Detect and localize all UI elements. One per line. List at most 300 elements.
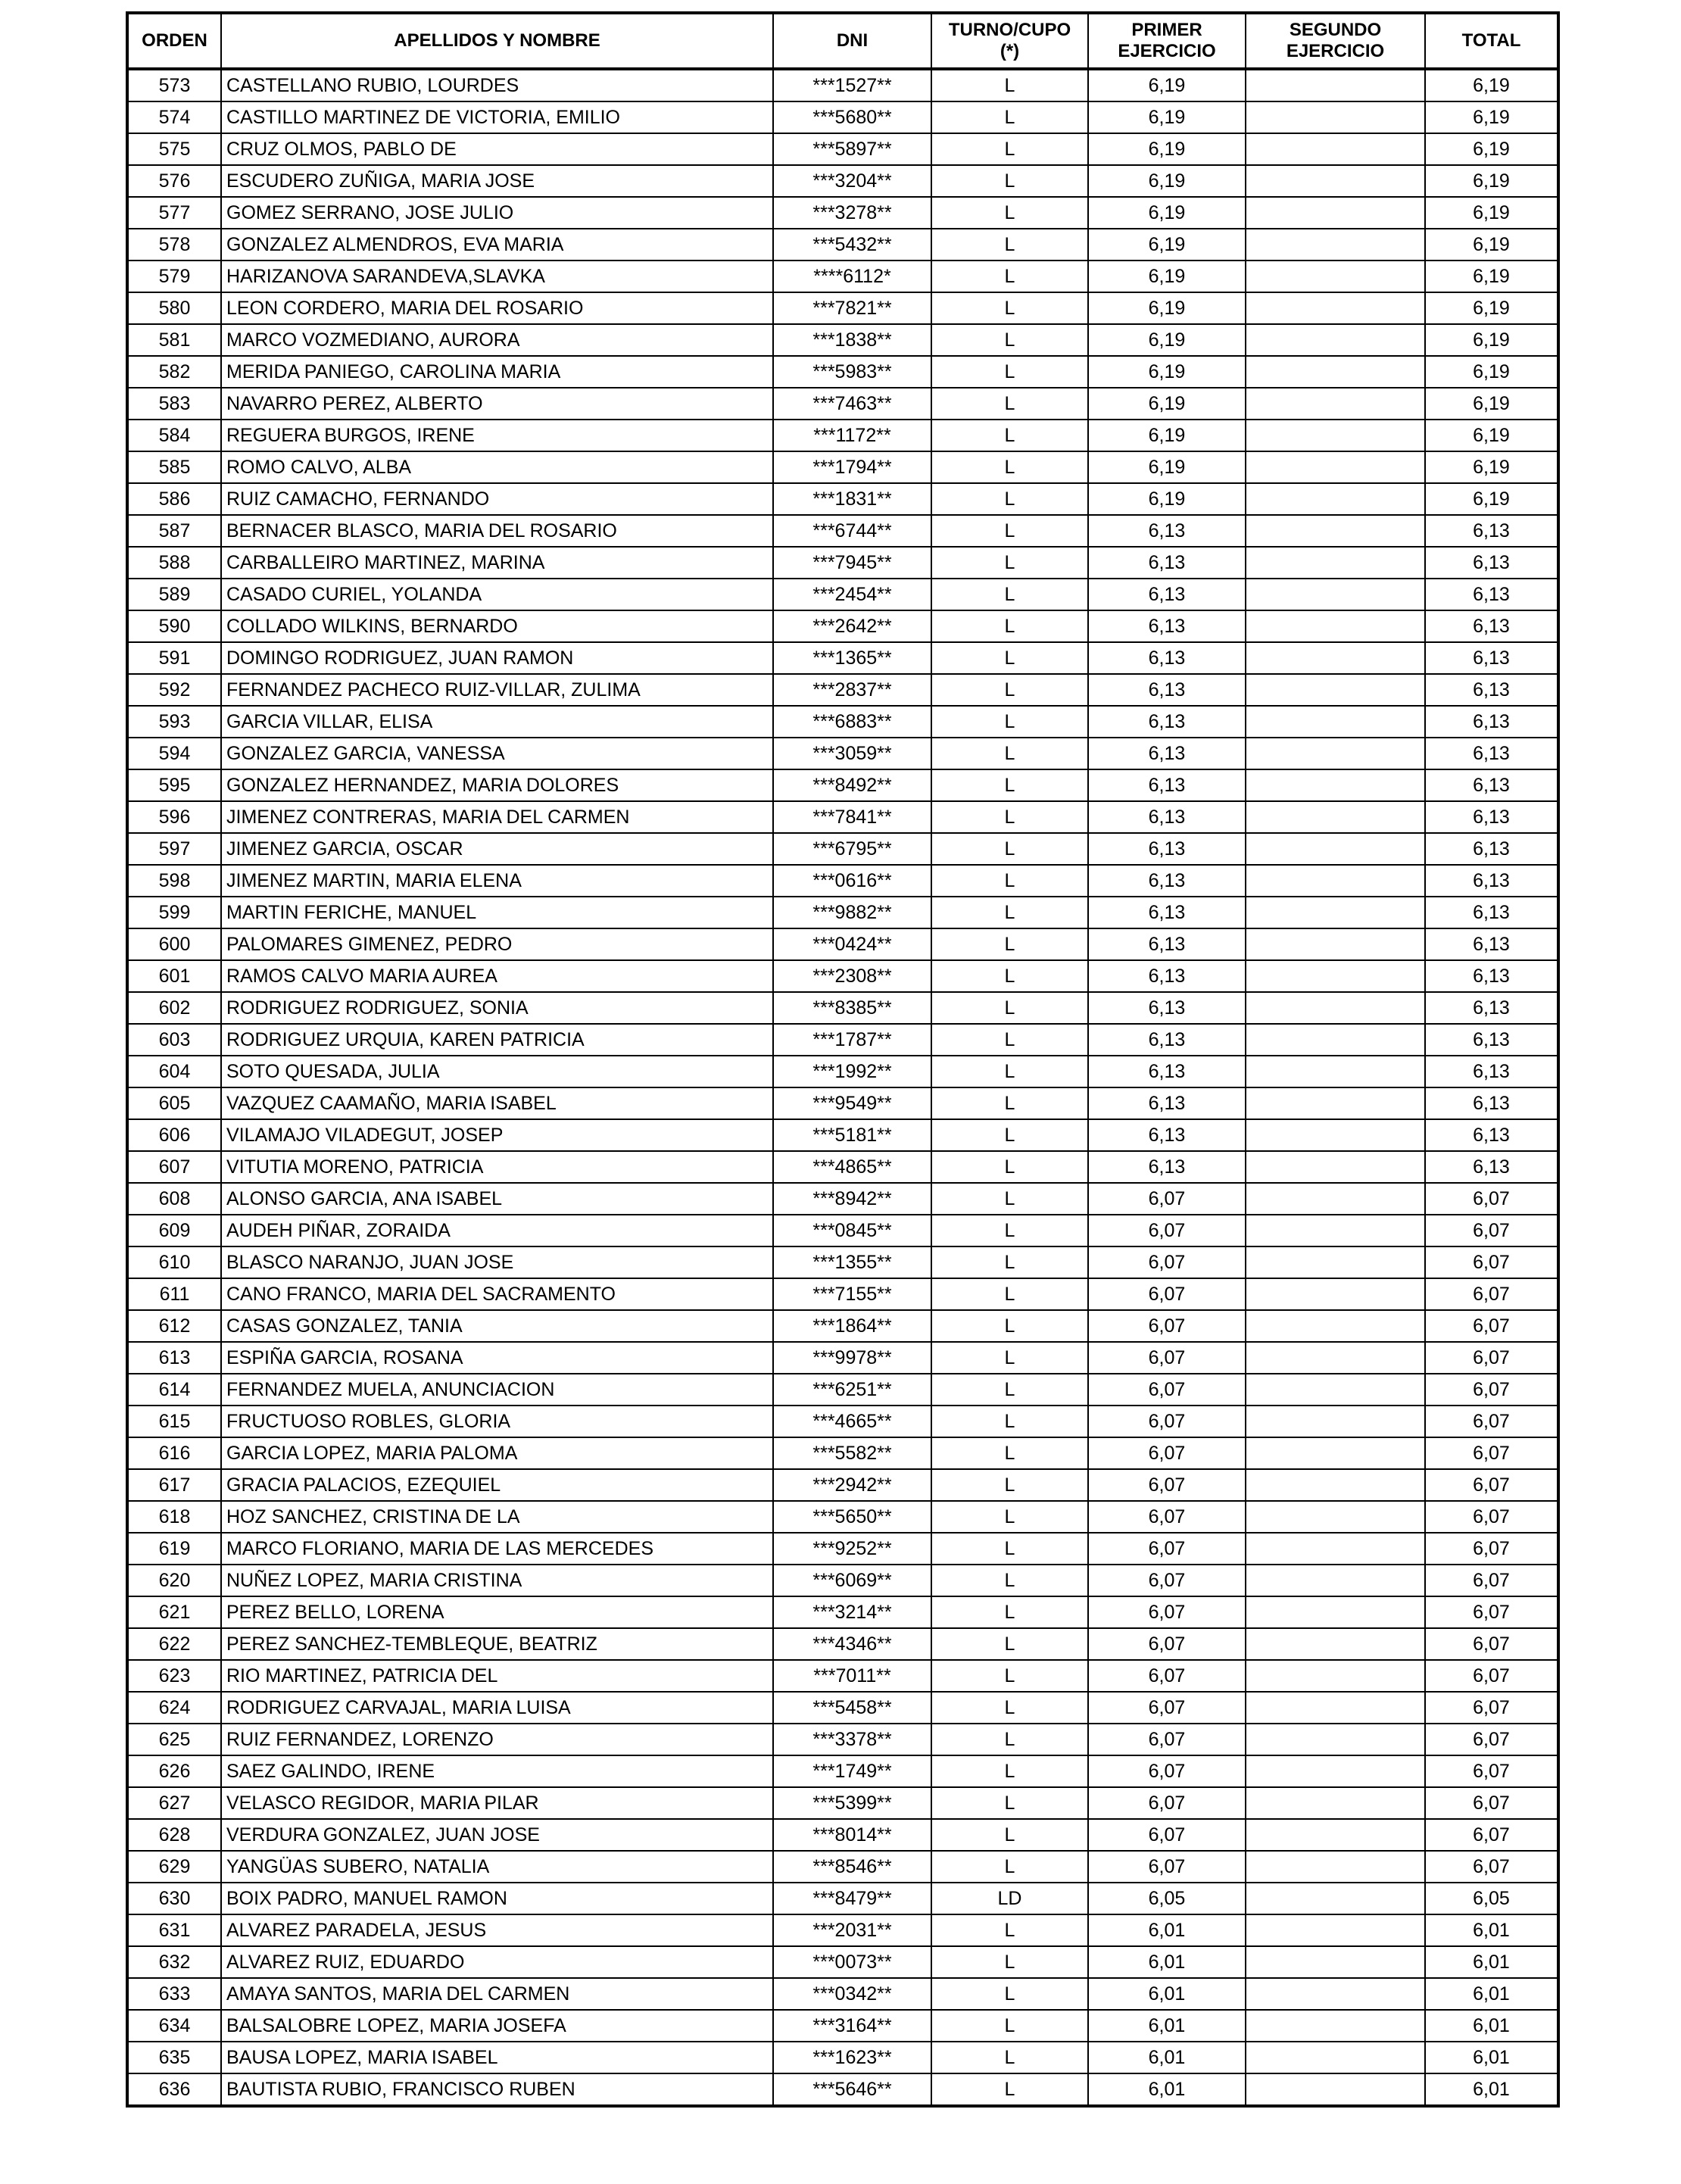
cell-nombre: ROMO CALVO, ALBA: [221, 451, 773, 483]
cell-total: 6,13: [1425, 928, 1558, 960]
cell-nombre: MARCO FLORIANO, MARIA DE LAS MERCEDES: [221, 1533, 773, 1565]
table-row: [127, 642, 1558, 674]
cell-segundo-ejercicio: [1246, 101, 1425, 133]
cell-orden: 614: [127, 1374, 221, 1406]
cell-total: 6,19: [1425, 483, 1558, 515]
cell-total: 6,19: [1425, 133, 1558, 165]
cell-dni: ***3378**: [773, 1724, 931, 1755]
cell-segundo-ejercicio: [1246, 610, 1425, 642]
cell-orden: 630: [127, 1883, 221, 1914]
cell-dni: ***0616**: [773, 865, 931, 897]
table-row: [127, 165, 1558, 197]
cell-orden: 615: [127, 1406, 221, 1437]
cell-primer-ejercicio: 6,07: [1088, 1692, 1246, 1724]
cell-segundo-ejercicio: [1246, 2073, 1425, 2106]
cell-dni: ***5432**: [773, 229, 931, 261]
table-row: [127, 1437, 1558, 1469]
cell-primer-ejercicio: 6,07: [1088, 1215, 1246, 1246]
cell-nombre: FERNANDEZ PACHECO RUIZ-VILLAR, ZULIMA: [221, 674, 773, 706]
cell-dni: ***1794**: [773, 451, 931, 483]
cell-primer-ejercicio: 6,13: [1088, 1024, 1246, 1056]
cell-dni: ***8546**: [773, 1851, 931, 1883]
cell-primer-ejercicio: 6,01: [1088, 2042, 1246, 2073]
cell-nombre: BOIX PADRO, MANUEL RAMON: [221, 1883, 773, 1914]
cell-total: 6,13: [1425, 642, 1558, 674]
cell-turno: L: [931, 1246, 1088, 1278]
cell-total: 6,13: [1425, 1087, 1558, 1119]
table-row: [127, 1724, 1558, 1755]
cell-dni: ***2031**: [773, 1914, 931, 1946]
cell-orden: 583: [127, 388, 221, 420]
table-body: [127, 69, 1558, 2106]
table-row: [127, 101, 1558, 133]
cell-primer-ejercicio: 6,19: [1088, 261, 1246, 292]
cell-total: 6,07: [1425, 1787, 1558, 1819]
cell-dni: ***8385**: [773, 992, 931, 1024]
cell-turno: L: [931, 1469, 1088, 1501]
cell-total: 6,13: [1425, 706, 1558, 738]
cell-turno: L: [931, 1819, 1088, 1851]
cell-dni: ***3059**: [773, 738, 931, 769]
cell-dni: ***1355**: [773, 1246, 931, 1278]
cell-nombre: CARBALLEIRO MARTINEZ, MARINA: [221, 547, 773, 579]
cell-nombre: GONZALEZ GARCIA, VANESSA: [221, 738, 773, 769]
cell-nombre: NUÑEZ LOPEZ, MARIA CRISTINA: [221, 1565, 773, 1596]
cell-orden: 595: [127, 769, 221, 801]
table-row: [127, 833, 1558, 865]
cell-nombre: CASAS GONZALEZ, TANIA: [221, 1310, 773, 1342]
cell-total: 6,13: [1425, 769, 1558, 801]
cell-dni: ***1992**: [773, 1056, 931, 1087]
cell-total: 6,13: [1425, 1024, 1558, 1056]
cell-nombre: MERIDA PANIEGO, CAROLINA MARIA: [221, 356, 773, 388]
table-row: [127, 1819, 1558, 1851]
cell-dni: ***5646**: [773, 2073, 931, 2106]
cell-nombre: BALSALOBRE LOPEZ, MARIA JOSEFA: [221, 2010, 773, 2042]
cell-segundo-ejercicio: [1246, 69, 1425, 101]
cell-orden: 612: [127, 1310, 221, 1342]
cell-turno: L: [931, 420, 1088, 451]
cell-dni: ***7945**: [773, 547, 931, 579]
table-row: [127, 1024, 1558, 1056]
cell-nombre: SAEZ GALINDO, IRENE: [221, 1755, 773, 1787]
cell-segundo-ejercicio: [1246, 865, 1425, 897]
cell-primer-ejercicio: 6,13: [1088, 1087, 1246, 1119]
results-table: [126, 11, 1560, 2108]
table-row: [127, 1087, 1558, 1119]
cell-orden: 626: [127, 1755, 221, 1787]
cell-segundo-ejercicio: [1246, 292, 1425, 324]
cell-primer-ejercicio: 6,13: [1088, 706, 1246, 738]
cell-turno: L: [931, 292, 1088, 324]
cell-total: 6,19: [1425, 101, 1558, 133]
cell-turno: L: [931, 197, 1088, 229]
cell-segundo-ejercicio: [1246, 1310, 1425, 1342]
cell-nombre: RUIZ CAMACHO, FERNANDO: [221, 483, 773, 515]
cell-nombre: BLASCO NARANJO, JUAN JOSE: [221, 1246, 773, 1278]
cell-turno: L: [931, 897, 1088, 928]
cell-turno: L: [931, 1056, 1088, 1087]
table-row: [127, 769, 1558, 801]
table-row: [127, 1883, 1558, 1914]
cell-turno: L: [931, 928, 1088, 960]
cell-primer-ejercicio: 6,07: [1088, 1787, 1246, 1819]
cell-total: 6,07: [1425, 1374, 1558, 1406]
cell-primer-ejercicio: 6,07: [1088, 1278, 1246, 1310]
cell-dni: ***0073**: [773, 1946, 931, 1978]
cell-dni: ***2642**: [773, 610, 931, 642]
table-row: [127, 960, 1558, 992]
cell-dni: ***1831**: [773, 483, 931, 515]
cell-turno: L: [931, 261, 1088, 292]
cell-segundo-ejercicio: [1246, 388, 1425, 420]
table-row: [127, 451, 1558, 483]
header-row: [127, 13, 1558, 69]
cell-total: 6,07: [1425, 1183, 1558, 1215]
cell-total: 6,07: [1425, 1819, 1558, 1851]
cell-orden: 619: [127, 1533, 221, 1565]
cell-turno: L: [931, 769, 1088, 801]
cell-segundo-ejercicio: [1246, 197, 1425, 229]
cell-orden: 633: [127, 1978, 221, 2010]
cell-primer-ejercicio: 6,19: [1088, 197, 1246, 229]
cell-total: 6,19: [1425, 292, 1558, 324]
table-row: [127, 897, 1558, 928]
cell-orden: 577: [127, 197, 221, 229]
cell-dni: ***0424**: [773, 928, 931, 960]
cell-nombre: VAZQUEZ CAAMAÑO, MARIA ISABEL: [221, 1087, 773, 1119]
cell-segundo-ejercicio: [1246, 1978, 1425, 2010]
cell-orden: 620: [127, 1565, 221, 1596]
cell-orden: 625: [127, 1724, 221, 1755]
cell-turno: L: [931, 674, 1088, 706]
cell-total: 6,19: [1425, 356, 1558, 388]
cell-segundo-ejercicio: [1246, 1056, 1425, 1087]
cell-nombre: GRACIA PALACIOS, EZEQUIEL: [221, 1469, 773, 1501]
table-row: [127, 1946, 1558, 1978]
table-row: [127, 1565, 1558, 1596]
cell-dni: ***5650**: [773, 1501, 931, 1533]
table-row: [127, 2010, 1558, 2042]
cell-nombre: REGUERA BURGOS, IRENE: [221, 420, 773, 451]
cell-turno: L: [931, 1374, 1088, 1406]
cell-segundo-ejercicio: [1246, 261, 1425, 292]
cell-segundo-ejercicio: [1246, 1374, 1425, 1406]
cell-segundo-ejercicio: [1246, 2042, 1425, 2073]
cell-segundo-ejercicio: [1246, 1087, 1425, 1119]
cell-turno: L: [931, 1215, 1088, 1246]
cell-orden: 596: [127, 801, 221, 833]
cell-orden: 627: [127, 1787, 221, 1819]
header-primer-ejercicio: PRIMER EJERCICIO: [1088, 13, 1246, 69]
cell-orden: 609: [127, 1215, 221, 1246]
cell-orden: 579: [127, 261, 221, 292]
cell-total: 6,13: [1425, 801, 1558, 833]
table-row: [127, 1660, 1558, 1692]
cell-dni: ***3204**: [773, 165, 931, 197]
cell-total: 6,19: [1425, 165, 1558, 197]
cell-segundo-ejercicio: [1246, 642, 1425, 674]
cell-total: 6,13: [1425, 738, 1558, 769]
cell-dni: ****6112*: [773, 261, 931, 292]
cell-nombre: RODRIGUEZ RODRIGUEZ, SONIA: [221, 992, 773, 1024]
cell-turno: L: [931, 1024, 1088, 1056]
cell-segundo-ejercicio: [1246, 515, 1425, 547]
cell-primer-ejercicio: 6,19: [1088, 420, 1246, 451]
cell-nombre: ESPIÑA GARCIA, ROSANA: [221, 1342, 773, 1374]
cell-dni: ***4346**: [773, 1628, 931, 1660]
cell-dni: ***6795**: [773, 833, 931, 865]
cell-total: 6,07: [1425, 1406, 1558, 1437]
cell-primer-ejercicio: 6,13: [1088, 579, 1246, 610]
cell-total: 6,07: [1425, 1851, 1558, 1883]
cell-total: 6,19: [1425, 197, 1558, 229]
cell-turno: L: [931, 801, 1088, 833]
cell-orden: 588: [127, 547, 221, 579]
cell-nombre: GONZALEZ HERNANDEZ, MARIA DOLORES: [221, 769, 773, 801]
table-row: [127, 356, 1558, 388]
cell-turno: L: [931, 229, 1088, 261]
cell-orden: 624: [127, 1692, 221, 1724]
cell-nombre: BAUSA LOPEZ, MARIA ISABEL: [221, 2042, 773, 2073]
cell-orden: 616: [127, 1437, 221, 1469]
cell-turno: L: [931, 1914, 1088, 1946]
cell-orden: 632: [127, 1946, 221, 1978]
cell-primer-ejercicio: 6,07: [1088, 1183, 1246, 1215]
cell-dni: ***8014**: [773, 1819, 931, 1851]
cell-nombre: CASADO CURIEL, YOLANDA: [221, 579, 773, 610]
cell-orden: 601: [127, 960, 221, 992]
cell-primer-ejercicio: 6,07: [1088, 1628, 1246, 1660]
cell-segundo-ejercicio: [1246, 897, 1425, 928]
cell-segundo-ejercicio: [1246, 1151, 1425, 1183]
cell-nombre: HARIZANOVA SARANDEVA,SLAVKA: [221, 261, 773, 292]
cell-orden: 603: [127, 1024, 221, 1056]
cell-total: 6,07: [1425, 1437, 1558, 1469]
table-row: [127, 1119, 1558, 1151]
cell-total: 6,19: [1425, 420, 1558, 451]
cell-orden: 582: [127, 356, 221, 388]
cell-turno: L: [931, 1501, 1088, 1533]
cell-segundo-ejercicio: [1246, 1883, 1425, 1914]
cell-primer-ejercicio: 6,01: [1088, 2010, 1246, 2042]
table-row: [127, 324, 1558, 356]
cell-nombre: JIMENEZ CONTRERAS, MARIA DEL CARMEN: [221, 801, 773, 833]
cell-nombre: ALVAREZ RUIZ, EDUARDO: [221, 1946, 773, 1978]
cell-turno: L: [931, 992, 1088, 1024]
table-row: [127, 738, 1558, 769]
cell-orden: 591: [127, 642, 221, 674]
cell-nombre: RIO MARTINEZ, PATRICIA DEL: [221, 1660, 773, 1692]
cell-dni: ***1787**: [773, 1024, 931, 1056]
cell-primer-ejercicio: 6,01: [1088, 2073, 1246, 2106]
cell-total: 6,13: [1425, 674, 1558, 706]
cell-nombre: DOMINGO RODRIGUEZ, JUAN RAMON: [221, 642, 773, 674]
cell-nombre: RODRIGUEZ CARVAJAL, MARIA LUISA: [221, 1692, 773, 1724]
cell-turno: L: [931, 642, 1088, 674]
header-segundo-ejercicio: SEGUNDO EJERCICIO: [1246, 13, 1425, 69]
cell-dni: ***5458**: [773, 1692, 931, 1724]
cell-total: 6,13: [1425, 1056, 1558, 1087]
cell-nombre: COLLADO WILKINS, BERNARDO: [221, 610, 773, 642]
cell-turno: L: [931, 1087, 1088, 1119]
cell-turno: L: [931, 1596, 1088, 1628]
cell-dni: ***9882**: [773, 897, 931, 928]
table-row: [127, 610, 1558, 642]
cell-dni: ***3164**: [773, 2010, 931, 2042]
cell-segundo-ejercicio: [1246, 229, 1425, 261]
cell-dni: ***3214**: [773, 1596, 931, 1628]
cell-turno: L: [931, 388, 1088, 420]
table-row: [127, 1183, 1558, 1215]
cell-total: 6,13: [1425, 610, 1558, 642]
cell-orden: 635: [127, 2042, 221, 2073]
cell-total: 6,19: [1425, 388, 1558, 420]
cell-primer-ejercicio: 6,13: [1088, 769, 1246, 801]
cell-segundo-ejercicio: [1246, 1946, 1425, 1978]
cell-total: 6,13: [1425, 992, 1558, 1024]
table-row: [127, 388, 1558, 420]
cell-orden: 585: [127, 451, 221, 483]
cell-primer-ejercicio: 6,07: [1088, 1374, 1246, 1406]
cell-turno: L: [931, 1151, 1088, 1183]
cell-segundo-ejercicio: [1246, 738, 1425, 769]
cell-segundo-ejercicio: [1246, 1278, 1425, 1310]
cell-segundo-ejercicio: [1246, 1342, 1425, 1374]
cell-segundo-ejercicio: [1246, 1660, 1425, 1692]
cell-turno: L: [931, 1310, 1088, 1342]
table-row: [127, 1342, 1558, 1374]
cell-dni: ***7821**: [773, 292, 931, 324]
cell-segundo-ejercicio: [1246, 1024, 1425, 1056]
cell-orden: 606: [127, 1119, 221, 1151]
table-row: [127, 1278, 1558, 1310]
cell-total: 6,07: [1425, 1565, 1558, 1596]
table-row: [127, 229, 1558, 261]
cell-dni: ***5897**: [773, 133, 931, 165]
cell-nombre: GARCIA LOPEZ, MARIA PALOMA: [221, 1437, 773, 1469]
cell-total: 6,13: [1425, 515, 1558, 547]
table-row: [127, 801, 1558, 833]
table-row: [127, 515, 1558, 547]
cell-turno: L: [931, 1851, 1088, 1883]
cell-dni: ***5680**: [773, 101, 931, 133]
cell-total: 6,13: [1425, 1151, 1558, 1183]
cell-turno: L: [931, 1565, 1088, 1596]
cell-primer-ejercicio: 6,13: [1088, 1119, 1246, 1151]
cell-turno: L: [931, 1437, 1088, 1469]
table-row: [127, 2042, 1558, 2073]
cell-total: 6,13: [1425, 547, 1558, 579]
cell-orden: 578: [127, 229, 221, 261]
cell-orden: 617: [127, 1469, 221, 1501]
cell-primer-ejercicio: 6,07: [1088, 1310, 1246, 1342]
cell-orden: 631: [127, 1914, 221, 1946]
cell-total: 6,13: [1425, 897, 1558, 928]
cell-orden: 613: [127, 1342, 221, 1374]
cell-dni: ***9978**: [773, 1342, 931, 1374]
cell-total: 6,01: [1425, 2073, 1558, 2106]
cell-primer-ejercicio: 6,13: [1088, 833, 1246, 865]
cell-dni: ***1864**: [773, 1310, 931, 1342]
header-dni: DNI: [773, 13, 931, 69]
cell-nombre: GONZALEZ ALMENDROS, EVA MARIA: [221, 229, 773, 261]
cell-nombre: HOZ SANCHEZ, CRISTINA DE LA: [221, 1501, 773, 1533]
cell-turno: L: [931, 356, 1088, 388]
cell-dni: ***1623**: [773, 2042, 931, 2073]
cell-nombre: GARCIA VILLAR, ELISA: [221, 706, 773, 738]
cell-segundo-ejercicio: [1246, 1755, 1425, 1787]
cell-primer-ejercicio: 6,13: [1088, 801, 1246, 833]
cell-orden: 604: [127, 1056, 221, 1087]
cell-dni: ***9252**: [773, 1533, 931, 1565]
cell-primer-ejercicio: 6,19: [1088, 133, 1246, 165]
cell-total: 6,07: [1425, 1278, 1558, 1310]
cell-turno: L: [931, 2073, 1088, 2106]
table-row: [127, 1374, 1558, 1406]
header-turno: TURNO/CUPO (*): [931, 13, 1088, 69]
cell-turno: L: [931, 1692, 1088, 1724]
cell-nombre: SOTO QUESADA, JULIA: [221, 1056, 773, 1087]
table-row: [127, 1851, 1558, 1883]
cell-dni: ***1365**: [773, 642, 931, 674]
cell-segundo-ejercicio: [1246, 1628, 1425, 1660]
cell-orden: 590: [127, 610, 221, 642]
cell-primer-ejercicio: 6,19: [1088, 324, 1246, 356]
cell-segundo-ejercicio: [1246, 1501, 1425, 1533]
cell-orden: 598: [127, 865, 221, 897]
cell-segundo-ejercicio: [1246, 1565, 1425, 1596]
table-row: [127, 674, 1558, 706]
table-row: [127, 547, 1558, 579]
cell-dni: ***7155**: [773, 1278, 931, 1310]
cell-dni: ***6069**: [773, 1565, 931, 1596]
cell-primer-ejercicio: 6,19: [1088, 388, 1246, 420]
table-row: [127, 706, 1558, 738]
cell-turno: L: [931, 1533, 1088, 1565]
table-row: [127, 1246, 1558, 1278]
cell-orden: 586: [127, 483, 221, 515]
cell-total: 6,13: [1425, 579, 1558, 610]
cell-nombre: CANO FRANCO, MARIA DEL SACRAMENTO: [221, 1278, 773, 1310]
cell-orden: 574: [127, 101, 221, 133]
cell-total: 6,05: [1425, 1883, 1558, 1914]
cell-dni: ***6744**: [773, 515, 931, 547]
cell-dni: ***4665**: [773, 1406, 931, 1437]
cell-segundo-ejercicio: [1246, 1437, 1425, 1469]
header-nombre: APELLIDOS Y NOMBRE: [221, 13, 773, 69]
cell-turno: L: [931, 1183, 1088, 1215]
cell-primer-ejercicio: 6,19: [1088, 451, 1246, 483]
cell-dni: ***7463**: [773, 388, 931, 420]
cell-primer-ejercicio: 6,07: [1088, 1469, 1246, 1501]
cell-nombre: CASTILLO MARTINEZ DE VICTORIA, EMILIO: [221, 101, 773, 133]
cell-total: 6,07: [1425, 1724, 1558, 1755]
cell-total: 6,19: [1425, 261, 1558, 292]
cell-nombre: MARTIN FERICHE, MANUEL: [221, 897, 773, 928]
cell-segundo-ejercicio: [1246, 674, 1425, 706]
cell-primer-ejercicio: 6,19: [1088, 292, 1246, 324]
cell-turno: L: [931, 706, 1088, 738]
cell-orden: 607: [127, 1151, 221, 1183]
cell-segundo-ejercicio: [1246, 960, 1425, 992]
cell-nombre: JIMENEZ GARCIA, OSCAR: [221, 833, 773, 865]
cell-turno: L: [931, 101, 1088, 133]
cell-nombre: FERNANDEZ MUELA, ANUNCIACION: [221, 1374, 773, 1406]
cell-turno: L: [931, 1755, 1088, 1787]
cell-nombre: VELASCO REGIDOR, MARIA PILAR: [221, 1787, 773, 1819]
cell-primer-ejercicio: 6,07: [1088, 1565, 1246, 1596]
